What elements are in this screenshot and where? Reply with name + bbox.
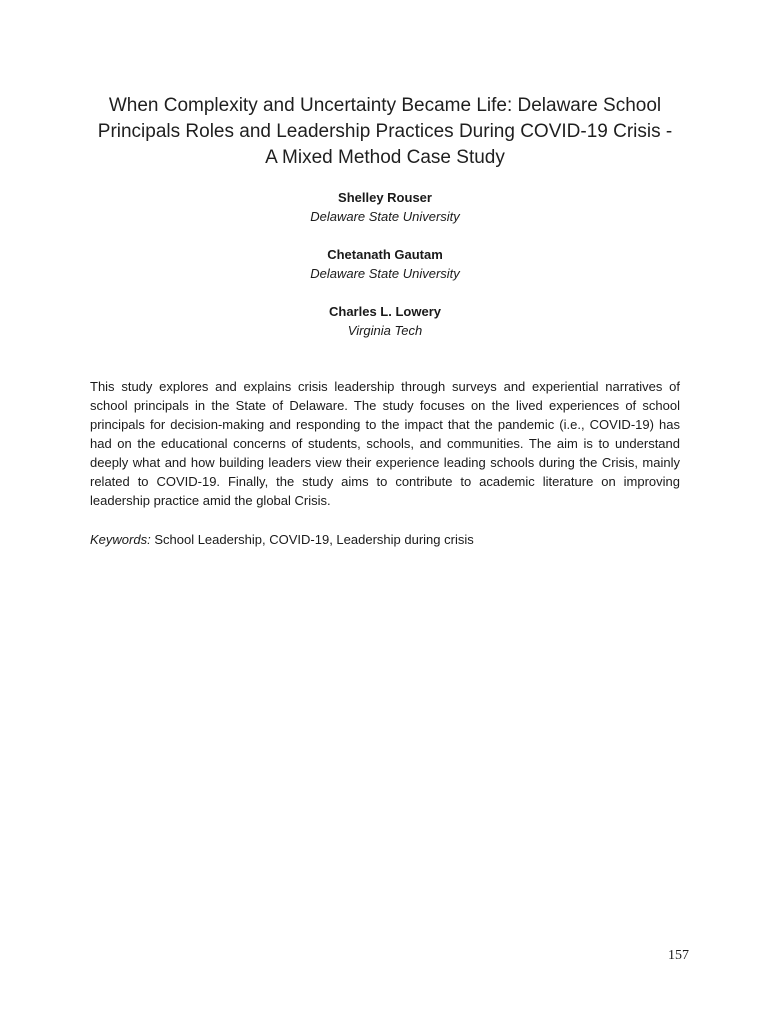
author-name: Charles L. Lowery [329, 304, 441, 319]
keywords-label: Keywords: [90, 532, 151, 547]
paper-title: When Complexity and Uncertainty Became Life: Delaware School Principals Roles and Leadership Practices During COVID-19 Crisis - A Mixed Method Case Study [97, 95, 673, 168]
author-affiliation: Virginia Tech [347, 323, 423, 338]
keywords-line [90, 530, 680, 549]
author-affiliation: Delaware State University [310, 209, 460, 224]
author-block [0, 189, 770, 226]
page-number: 157 [668, 948, 689, 963]
author-name: Shelley Rouser [338, 190, 432, 205]
abstract-paragraph: This study explores and explains crisis leadership through surveys and experiential narratives of school principals in the State of Delaware. The study focuses on the lived experiences of school principals for decision-making and responding to the impact that the pandemic (i.e., COVID-19) has had on the educational concerns of students, schools, and communities. The aim is to understand deeply what and how building leaders view their experience leading schools during the Crisis, mainly related to COVID-19. Finally, the study aims to contribute to academic literature on improving leadership practice amid the global Crisis. [90, 379, 680, 508]
author-name: Chetanath Gautam [327, 247, 443, 262]
author-block [0, 246, 770, 283]
author-affiliation: Delaware State University [310, 266, 460, 281]
keywords-list: School Leadership, COVID-19, Leadership during crisis [154, 532, 474, 547]
author-block [0, 303, 770, 340]
